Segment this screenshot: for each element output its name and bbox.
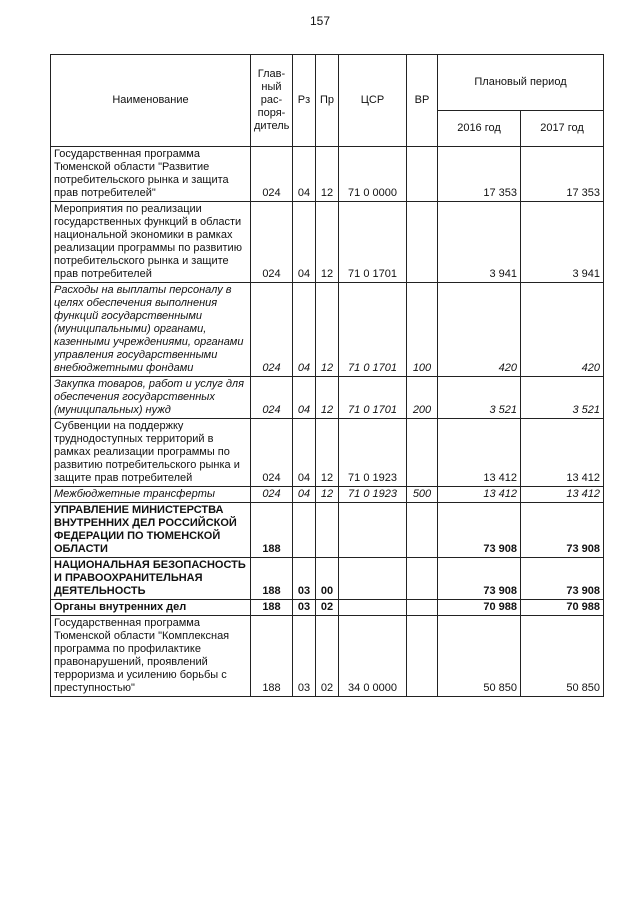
- cell-vr: 100: [407, 283, 438, 377]
- cell-2016: 50 850: [438, 616, 521, 697]
- cell-pr: 12: [316, 283, 339, 377]
- table-row: [51, 283, 604, 377]
- table-row: [51, 202, 604, 283]
- cell-pr: 12: [316, 147, 339, 202]
- cell-2016: 73 908: [438, 558, 521, 600]
- cell-rz: 03: [293, 616, 316, 697]
- cell-2017: 3 521: [521, 377, 604, 419]
- cell-vr: [407, 147, 438, 202]
- cell-chief-manager: 188: [251, 558, 293, 600]
- header-rz: Рз: [293, 55, 316, 147]
- cell-csr: 71 0 0000: [339, 147, 407, 202]
- cell-csr: [339, 558, 407, 600]
- cell-2017: 420: [521, 283, 604, 377]
- cell-2016: 13 412: [438, 419, 521, 487]
- cell-2017: 3 941: [521, 202, 604, 283]
- table-row: [51, 419, 604, 487]
- header-pr: Пр: [316, 55, 339, 147]
- table-row: [51, 616, 604, 697]
- cell-chief-manager: 024: [251, 377, 293, 419]
- cell-2017: 73 908: [521, 503, 604, 558]
- cell-2016: 3 941: [438, 202, 521, 283]
- cell-vr: [407, 503, 438, 558]
- cell-rz: 04: [293, 147, 316, 202]
- cell-name: Межбюджетные трансферты: [51, 487, 251, 503]
- cell-chief-manager: 188: [251, 600, 293, 616]
- cell-2017: 13 412: [521, 487, 604, 503]
- header-name: Наименование: [51, 55, 251, 147]
- cell-2016: 3 521: [438, 377, 521, 419]
- cell-pr: 00: [316, 558, 339, 600]
- cell-vr: [407, 202, 438, 283]
- cell-pr: 02: [316, 616, 339, 697]
- header-chief-manager: Глав- ный рас- поря- дитель: [251, 55, 293, 147]
- header-planned-period: Плановый период: [438, 55, 604, 111]
- cell-2016: 17 353: [438, 147, 521, 202]
- cell-csr: [339, 600, 407, 616]
- cell-vr: [407, 558, 438, 600]
- cell-vr: [407, 419, 438, 487]
- cell-rz: 04: [293, 419, 316, 487]
- table-row: [51, 503, 604, 558]
- cell-pr: 02: [316, 600, 339, 616]
- cell-name: НАЦИОНАЛЬНАЯ БЕЗОПАСНОСТЬ И ПРАВООХРАНИТЕЛЬНАЯ ДЕЯТЕЛЬНОСТЬ: [51, 558, 251, 600]
- cell-2017: 50 850: [521, 616, 604, 697]
- cell-pr: [316, 503, 339, 558]
- header-2017: 2017 год: [521, 111, 604, 147]
- cell-name: Государственная программа Тюменской области "Комплексная программа по профилактике правонарушений, проявлений терроризма и усилению борьбы с преступностью": [51, 616, 251, 697]
- cell-2017: 73 908: [521, 558, 604, 600]
- cell-rz: [293, 503, 316, 558]
- table-row: [51, 558, 604, 600]
- cell-rz: 04: [293, 487, 316, 503]
- cell-pr: 12: [316, 377, 339, 419]
- cell-2016: 13 412: [438, 487, 521, 503]
- cell-rz: 03: [293, 558, 316, 600]
- cell-csr: [339, 503, 407, 558]
- table-row: [51, 600, 604, 616]
- cell-rz: 04: [293, 202, 316, 283]
- cell-name: Субвенции на поддержку труднодоступных территорий в рамках реализации программы по развитию потребительского рынка и защите прав потребителей: [51, 419, 251, 487]
- cell-2017: 70 988: [521, 600, 604, 616]
- header-2016: 2016 год: [438, 111, 521, 147]
- cell-chief-manager: 024: [251, 419, 293, 487]
- cell-csr: 71 0 1923: [339, 487, 407, 503]
- cell-2016: 70 988: [438, 600, 521, 616]
- cell-pr: 12: [316, 419, 339, 487]
- cell-chief-manager: 024: [251, 283, 293, 377]
- cell-name: УПРАВЛЕНИЕ МИНИСТЕРСТВА ВНУТРЕННИХ ДЕЛ РОССИЙСКОЙ ФЕДЕРАЦИИ ПО ТЮМЕНСКОЙ ОБЛАСТИ: [51, 503, 251, 558]
- cell-2017: 17 353: [521, 147, 604, 202]
- cell-rz: 03: [293, 600, 316, 616]
- cell-name: Закупка товаров, работ и услуг для обеспечения государственных (муниципальных) нужд: [51, 377, 251, 419]
- cell-csr: 34 0 0000: [339, 616, 407, 697]
- cell-name: Государственная программа Тюменской области "Развитие потребительского рынка и защита прав потребителей": [51, 147, 251, 202]
- cell-rz: 04: [293, 377, 316, 419]
- cell-name: Мероприятия по реализации государственных функций в области национальной экономики в рамках реализации программы по развитию потребительского рынка и защите прав потребителей: [51, 202, 251, 283]
- budget-table: [50, 54, 604, 697]
- cell-vr: 500: [407, 487, 438, 503]
- cell-2016: 73 908: [438, 503, 521, 558]
- table-row: [51, 487, 604, 503]
- cell-vr: 200: [407, 377, 438, 419]
- cell-chief-manager: 024: [251, 487, 293, 503]
- cell-csr: 71 0 1701: [339, 377, 407, 419]
- cell-chief-manager: 024: [251, 147, 293, 202]
- cell-2016: 420: [438, 283, 521, 377]
- page-number: 157: [309, 14, 331, 28]
- cell-chief-manager: 188: [251, 503, 293, 558]
- cell-name: Расходы на выплаты персоналу в целях обеспечения выполнения функций государственными (муниципальными) органами, казенными учреждениями, органами управления государственными внебюджетными фондами: [51, 283, 251, 377]
- cell-vr: [407, 600, 438, 616]
- cell-csr: 71 0 1701: [339, 202, 407, 283]
- cell-chief-manager: 024: [251, 202, 293, 283]
- header-vr: ВР: [407, 55, 438, 147]
- cell-chief-manager: 188: [251, 616, 293, 697]
- cell-csr: 71 0 1923: [339, 419, 407, 487]
- cell-2017: 13 412: [521, 419, 604, 487]
- table-row: [51, 147, 604, 202]
- cell-pr: 12: [316, 487, 339, 503]
- header-csr: ЦСР: [339, 55, 407, 147]
- cell-name: Органы внутренних дел: [51, 600, 251, 616]
- cell-pr: 12: [316, 202, 339, 283]
- cell-csr: 71 0 1701: [339, 283, 407, 377]
- cell-vr: [407, 616, 438, 697]
- cell-rz: 04: [293, 283, 316, 377]
- table-row: [51, 377, 604, 419]
